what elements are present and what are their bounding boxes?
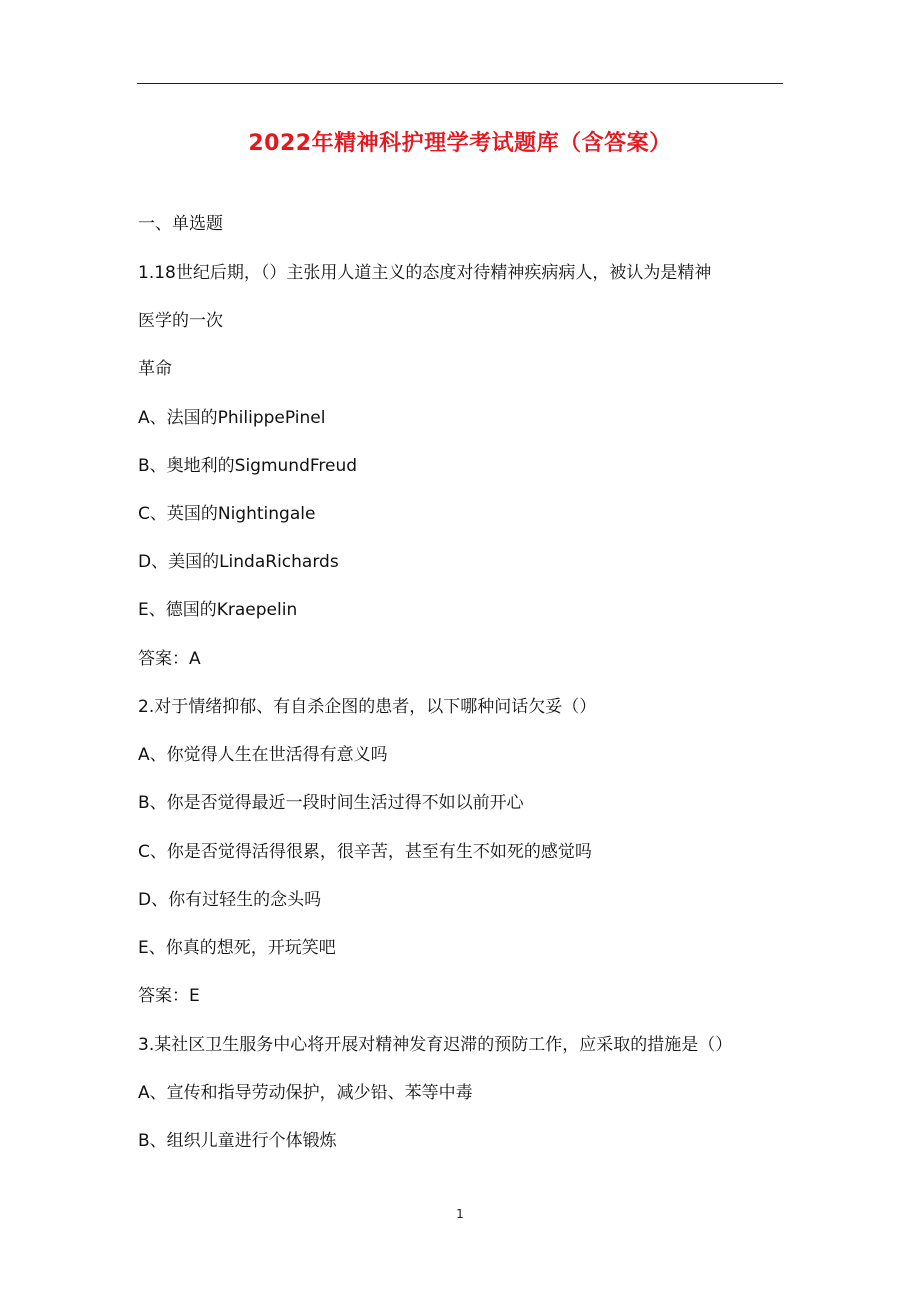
question-1-option-c: C、英国的Nightingale [138, 504, 316, 524]
header-rule [137, 83, 783, 84]
question-3-stem: 3.某社区卫生服务中心将开展对精神发育迟滞的预防工作，应采取的措施是（） [138, 1035, 733, 1055]
question-1-option-d: D、美国的LindaRichards [138, 552, 339, 572]
question-2-option-a: A、你觉得人生在世活得有意义吗 [138, 745, 388, 765]
page-number: 1 [456, 1207, 464, 1221]
question-3-option-b: B、组织儿童进行个体锻炼 [138, 1131, 337, 1151]
question-2-option-e: E、你真的想死，开玩笑吧 [138, 938, 336, 958]
document-title: 2022年精神科护理学考试题库（含答案） [248, 131, 672, 156]
question-2-option-c: C、你是否觉得活得很累，很辛苦，甚至有生不如死的感觉吗 [138, 842, 592, 862]
question-1-stem-line-3: 革命 [138, 359, 172, 379]
question-2-answer: 答案：E [138, 986, 200, 1006]
question-1-option-b: B、奥地利的SigmundFreud [138, 456, 358, 476]
question-1-option-a: A、法国的PhilippePinel [138, 408, 326, 428]
question-2-stem: 2.对于情绪抑郁、有自杀企图的患者，以下哪种问话欠妥（） [138, 697, 597, 717]
question-1-answer: 答案：A [138, 649, 201, 669]
question-2-option-d: D、你有过轻生的念头吗 [138, 890, 322, 910]
question-2-option-b: B、你是否觉得最近一段时间生活过得不如以前开心 [138, 793, 524, 813]
question-1-stem-line-1: 1.18世纪后期，（）主张用人道主义的态度对待精神疾病病人，被认为是精神 [138, 263, 712, 283]
section-heading: 一、单选题 [138, 214, 223, 234]
question-1-option-e: E、德国的Kraepelin [138, 600, 298, 620]
question-3-option-a: A、宣传和指导劳动保护，减少铅、苯等中毒 [138, 1083, 473, 1103]
question-1-stem-line-2: 医学的一次 [138, 311, 223, 331]
